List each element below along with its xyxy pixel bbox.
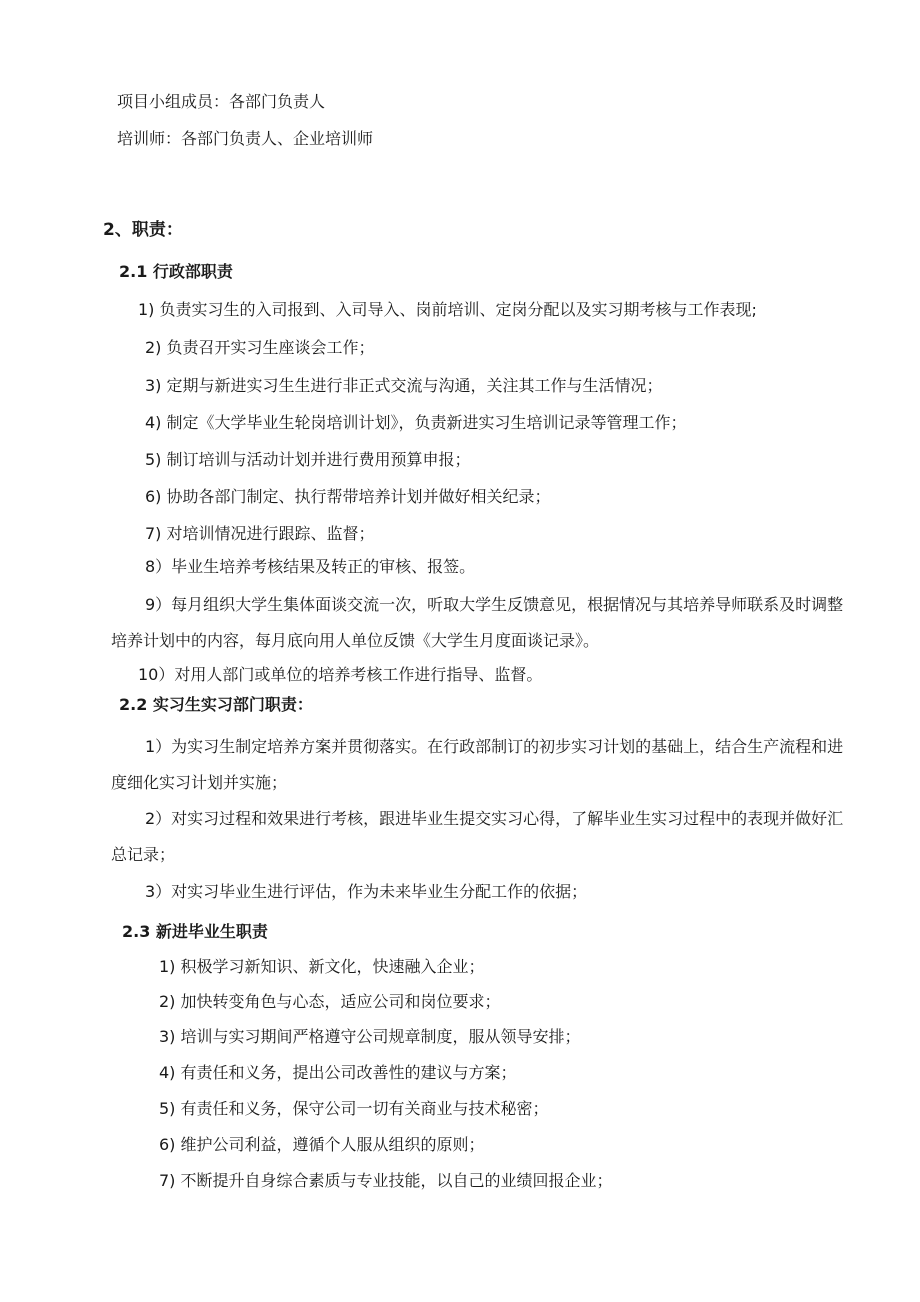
section-2-3-heading: 2.3 新进毕业生职责 xyxy=(122,922,268,941)
trainers-line: 培训师：各部门负责人、企业培训师 xyxy=(117,129,374,148)
section-2-2-heading: 2.2 实习生实习部门职责： xyxy=(119,695,313,714)
duty-2-1-item-1: 1) 负责实习生的入司报到、入司导入、岗前培训、定岗分配以及实习期考核与工作表现; xyxy=(138,300,757,319)
duty-2-2-item-3: 3）对实习毕业生进行评估，作为未来毕业生分配工作的依据； xyxy=(145,882,588,901)
duty-2-1-item-2: 2) 负责召开实习生座谈会工作； xyxy=(145,338,375,357)
duty-2-1-item-6: 6) 协助各部门制定、执行帮带培养计划并做好相关纪录； xyxy=(145,487,551,506)
duty-2-2-item-1: 1）为实习生制定培养方案并贯彻落实。在行政部制订的初步实习计划的基础上，结合生产流程和进度细化实习计划并实施； xyxy=(111,737,844,792)
duty-2-1-item-9: 9）每月组织大学生集体面谈交流一次，听取大学生反馈意见，根据情况与其培养导师联系及时调整培养计划中的内容，每月底向用人单位反馈《大学生月度面谈记录》。 xyxy=(111,595,844,650)
duty-2-3-item-3: 3) 培训与实习期间严格遵守公司规章制度，服从领导安排； xyxy=(159,1027,581,1046)
duty-2-1-item-8: 8）毕业生培养考核结果及转正的审核、报签。 xyxy=(145,557,476,576)
duty-2-2-item-2: 2）对实习过程和效果进行考核，跟进毕业生提交实习心得，了解毕业生实习过程中的表现并做好汇总记录； xyxy=(111,809,844,864)
section-2-1-heading: 2.1 行政部职责 xyxy=(119,262,233,281)
duty-2-3-item-7: 7) 不断提升自身综合素质与专业技能，以自己的业绩回报企业； xyxy=(159,1171,613,1190)
duty-2-3-item-4: 4) 有责任和义务，提出公司改善性的建议与方案； xyxy=(159,1063,517,1082)
duty-2-3-item-6: 6) 维护公司利益，遵循个人服从组织的原则； xyxy=(159,1135,485,1154)
duty-2-1-item-3: 3) 定期与新进实习生生进行非正式交流与沟通，关注其工作与生活情况； xyxy=(145,376,663,395)
section-2-heading: 2、职责： xyxy=(103,220,183,240)
duty-2-3-item-1: 1) 积极学习新知识、新文化，快速融入企业； xyxy=(159,957,485,976)
project-members-line: 项目小组成员：各部门负责人 xyxy=(117,92,326,111)
duty-2-1-item-5: 5) 制订培训与活动计划并进行费用预算申报； xyxy=(145,450,471,469)
duty-2-3-item-5: 5) 有责任和义务，保守公司一切有关商业与技术秘密； xyxy=(159,1099,549,1118)
duty-2-1-item-10: 10）对用人部门或单位的培养考核工作进行指导、监督。 xyxy=(138,665,543,684)
duty-2-1-item-4: 4) 制定《大学毕业生轮岗培训计划》，负责新进实习生培训记录等管理工作； xyxy=(145,413,687,432)
duty-2-3-item-2: 2) 加快转变角色与心态，适应公司和岗位要求； xyxy=(159,992,501,1011)
duty-2-1-item-7: 7) 对培训情况进行跟踪、监督； xyxy=(145,524,375,543)
